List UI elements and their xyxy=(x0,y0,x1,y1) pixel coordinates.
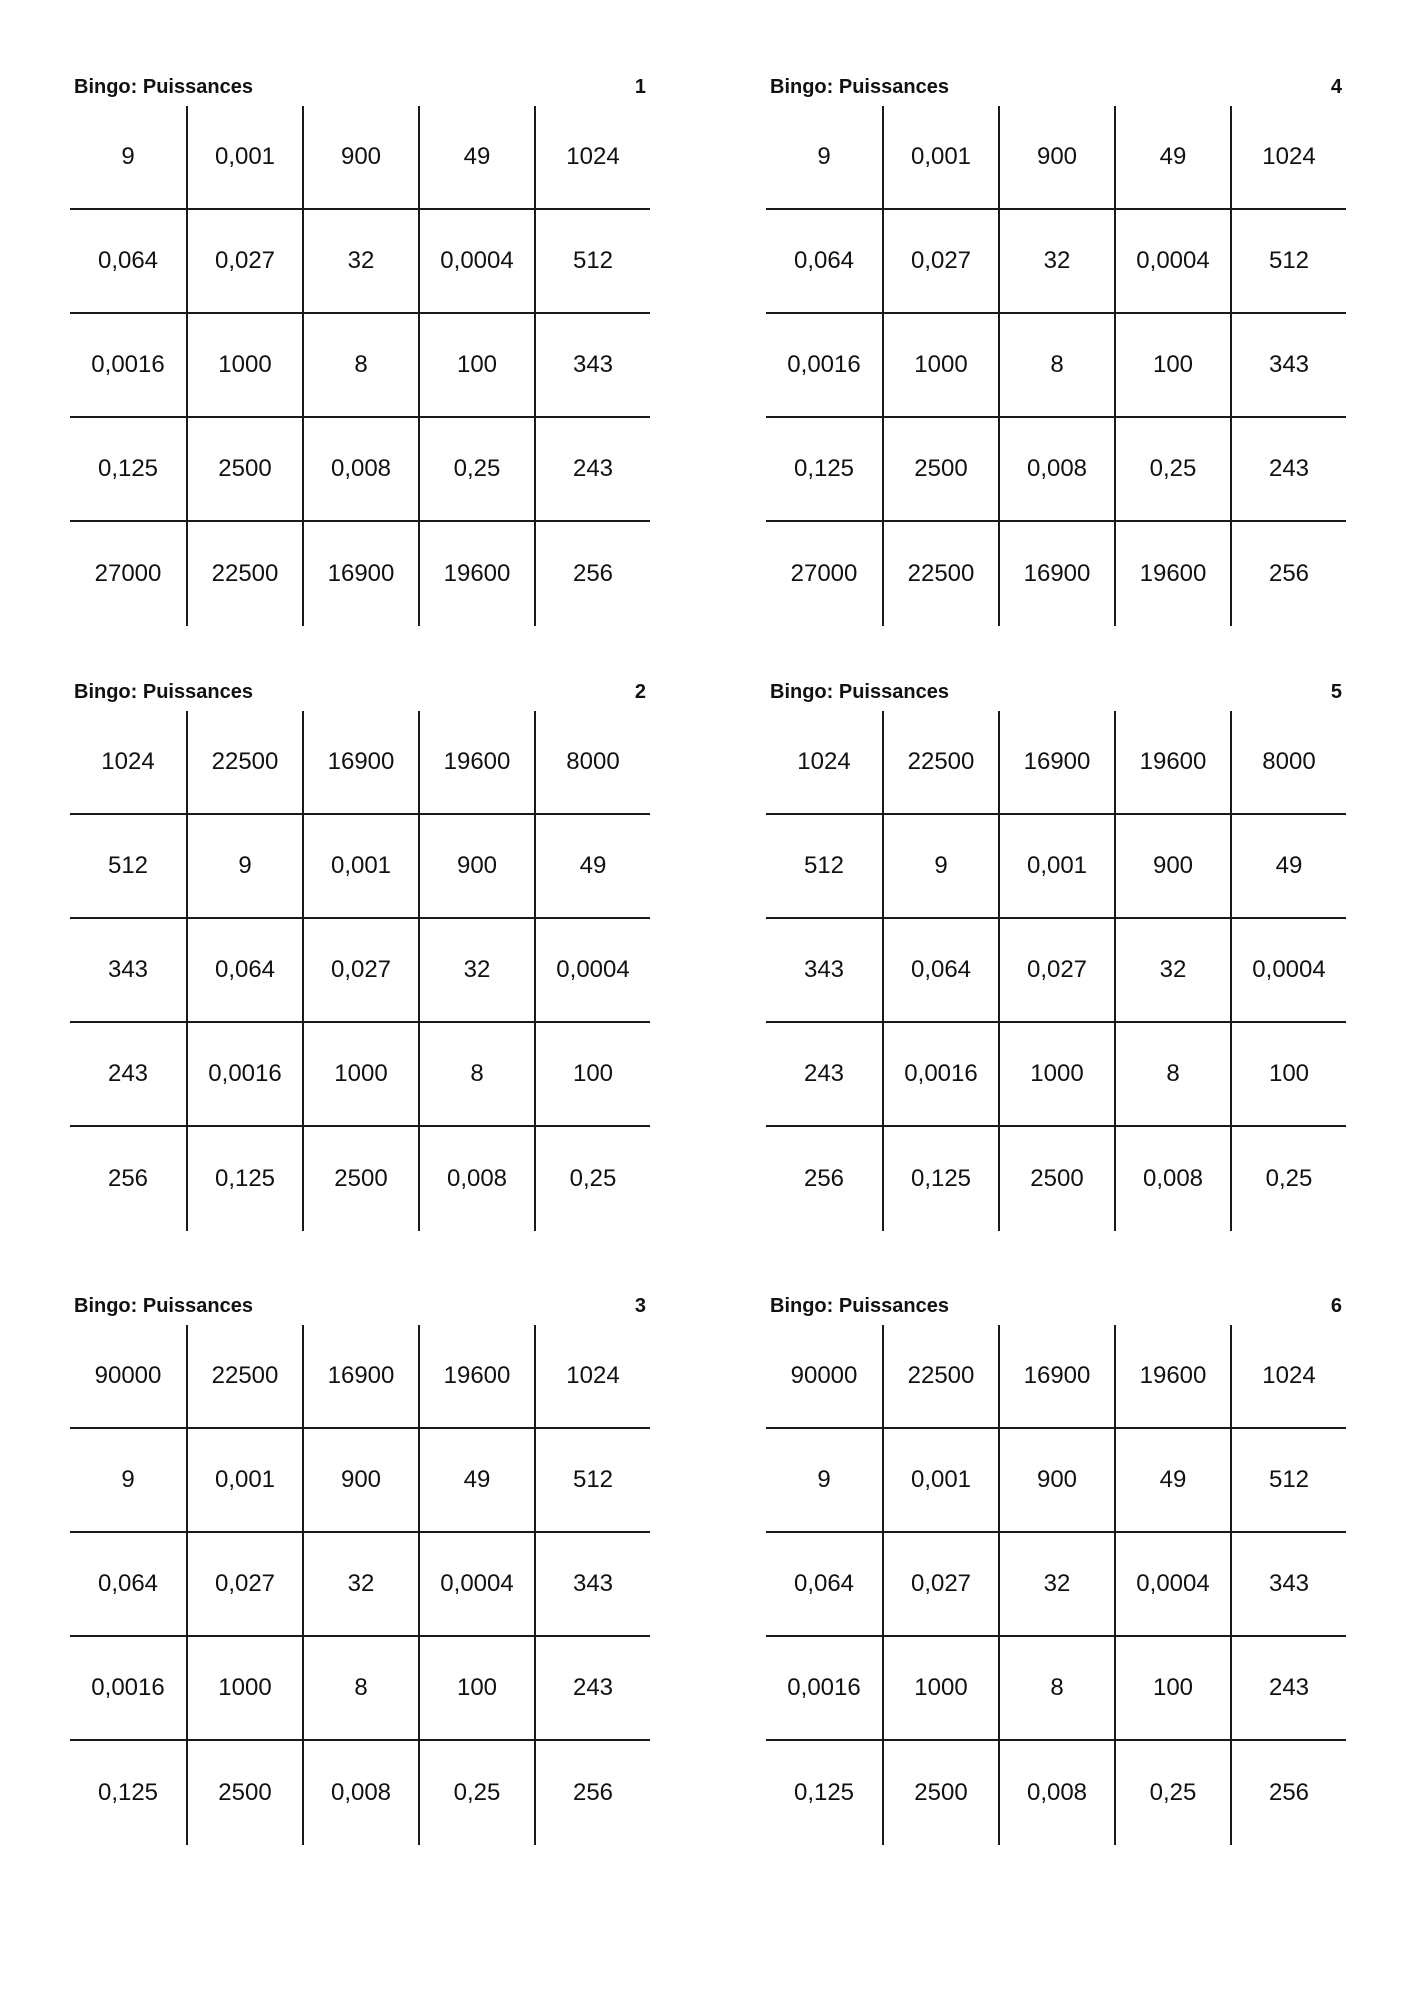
grid-cell: 0,064 xyxy=(882,919,998,1023)
grid-cell: 0,008 xyxy=(1114,1127,1230,1231)
grid-cell: 343 xyxy=(534,1533,650,1637)
grid-cell: 9 xyxy=(882,815,998,919)
grid-cell: 343 xyxy=(1230,314,1346,418)
card-number: 4 xyxy=(1330,76,1342,98)
grid-cell: 1024 xyxy=(534,1325,650,1429)
grid-cell: 2500 xyxy=(882,418,998,522)
grid-cell: 2500 xyxy=(186,1741,302,1845)
card-header xyxy=(766,673,1346,703)
grid-cell: 0,0016 xyxy=(882,1023,998,1127)
grid-cell: 100 xyxy=(418,314,534,418)
grid-cell: 100 xyxy=(1114,1637,1230,1741)
grid-cell: 900 xyxy=(302,1429,418,1533)
grid-cell: 0,001 xyxy=(186,1429,302,1533)
grid-cell: 243 xyxy=(534,418,650,522)
grid-cell: 0,0016 xyxy=(766,314,882,418)
grid-cell: 8 xyxy=(998,314,1114,418)
grid-cell: 9 xyxy=(766,1429,882,1533)
grid-cell: 0,008 xyxy=(998,418,1114,522)
grid-cell: 0,25 xyxy=(1230,1127,1346,1231)
bingo-grid xyxy=(70,711,650,1231)
grid-cell: 22500 xyxy=(882,711,998,815)
grid-cell: 0,008 xyxy=(418,1127,534,1231)
grid-cell: 22500 xyxy=(186,1325,302,1429)
grid-cell: 19600 xyxy=(1114,522,1230,626)
grid-cell: 49 xyxy=(1114,1429,1230,1533)
grid-cell: 27000 xyxy=(94,560,162,587)
grid-cell: 8 xyxy=(302,1637,418,1741)
card-number: 6 xyxy=(1330,1295,1342,1317)
card-header xyxy=(766,68,1346,98)
grid-cell: 0,0004 xyxy=(418,1533,534,1637)
card-title: Bingo: Puissances xyxy=(74,76,253,98)
card-title: Bingo: Puissances xyxy=(74,681,253,703)
grid-cell: 0,25 xyxy=(1114,1741,1230,1845)
grid-cell: 19600 xyxy=(418,1325,534,1429)
grid-cell: 49 xyxy=(534,815,650,919)
grid-cell: 343 xyxy=(766,919,882,1023)
grid-cell: 343 xyxy=(534,314,650,418)
grid-cell: 0,064 xyxy=(70,210,186,314)
card-number: 1 xyxy=(634,76,646,98)
grid-cell: 9 xyxy=(70,106,186,210)
grid-cell: 22500 xyxy=(186,522,302,626)
grid-cell: 0,027 xyxy=(302,919,418,1023)
grid-cell: 0,008 xyxy=(998,1741,1114,1845)
grid-cell: 49 xyxy=(418,1429,534,1533)
bingo-card-1 xyxy=(70,68,650,626)
grid-cell: 1000 xyxy=(998,1023,1114,1127)
grid-cell: 0,25 xyxy=(534,1127,650,1231)
grid-cell: 256 xyxy=(1230,522,1346,626)
card-title: Bingo: Puissances xyxy=(770,1295,949,1317)
grid-cell: 0,125 xyxy=(186,1127,302,1231)
grid-cell: 900 xyxy=(418,815,534,919)
bingo-grid xyxy=(70,106,650,626)
card-header xyxy=(70,68,650,98)
grid-cell: 512 xyxy=(766,815,882,919)
grid-cell: 0,0004 xyxy=(1114,1533,1230,1637)
grid-cell: 8000 xyxy=(534,711,650,815)
grid-cell: 1024 xyxy=(1230,1325,1346,1429)
grid-cell: 8 xyxy=(998,1637,1114,1741)
grid-cell: 1024 xyxy=(534,106,650,210)
grid-cell: 256 xyxy=(534,1741,650,1845)
grid-cell: 16900 xyxy=(998,522,1114,626)
grid-cell: 22500 xyxy=(882,522,998,626)
grid-cell: 0,0004 xyxy=(418,210,534,314)
grid-cell: 8 xyxy=(302,314,418,418)
grid-cell: 0,0004 xyxy=(1230,919,1346,1023)
grid-cell: 27000 xyxy=(790,560,858,587)
card-title: Bingo: Puissances xyxy=(74,1295,253,1317)
card-number: 5 xyxy=(1330,681,1342,703)
grid-cell: 22500 xyxy=(882,1325,998,1429)
grid-cell: 243 xyxy=(766,1023,882,1127)
grid-cell: 512 xyxy=(1230,210,1346,314)
grid-cell: 0,25 xyxy=(418,418,534,522)
grid-cell: 256 xyxy=(1230,1741,1346,1845)
card-header xyxy=(70,1287,650,1317)
grid-cell: 0,001 xyxy=(882,1429,998,1533)
grid-cell: 16900 xyxy=(998,711,1114,815)
grid-cell: 0,001 xyxy=(302,815,418,919)
grid-cell: 8 xyxy=(1114,1023,1230,1127)
grid-cell: 2500 xyxy=(882,1741,998,1845)
grid-cell: 0,125 xyxy=(70,418,186,522)
grid-cell: 900 xyxy=(302,106,418,210)
grid-cell: 512 xyxy=(1230,1429,1346,1533)
grid-cell: 0,027 xyxy=(882,210,998,314)
grid-cell: 0,064 xyxy=(70,1533,186,1637)
grid-cell: 90000 xyxy=(766,1325,882,1429)
grid-cell: 0,064 xyxy=(766,210,882,314)
grid-cell: 2500 xyxy=(998,1127,1114,1231)
grid-cell: 16900 xyxy=(302,1325,418,1429)
grid-cell: 243 xyxy=(534,1637,650,1741)
grid-cell: 243 xyxy=(1230,1637,1346,1741)
grid-cell: 19600 xyxy=(418,711,534,815)
grid-cell: 2500 xyxy=(302,1127,418,1231)
bingo-card-5 xyxy=(766,673,1346,1231)
grid-cell: 0,125 xyxy=(97,1779,159,1806)
card-title: Bingo: Puissances xyxy=(770,76,949,98)
grid-cell: 0,001 xyxy=(882,106,998,210)
grid-cell: 100 xyxy=(418,1637,534,1741)
grid-cell: 32 xyxy=(418,919,534,1023)
grid-cell: 49 xyxy=(1114,106,1230,210)
grid-cell: 0,0004 xyxy=(534,919,650,1023)
grid-cell: 1000 xyxy=(186,1637,302,1741)
grid-cell: 0,027 xyxy=(998,919,1114,1023)
grid-cell: 512 xyxy=(534,210,650,314)
grid-cell: 256 xyxy=(803,1165,845,1192)
card-number: 3 xyxy=(634,1295,646,1317)
grid-cell: 49 xyxy=(1230,815,1346,919)
grid-cell: 0,25 xyxy=(1114,418,1230,522)
grid-cell: 9 xyxy=(70,1429,186,1533)
grid-cell: 100 xyxy=(534,1023,650,1127)
grid-cell: 16900 xyxy=(302,522,418,626)
grid-cell: 343 xyxy=(70,919,186,1023)
grid-cell: 0,125 xyxy=(793,1779,855,1806)
grid-cell: 0,0016 xyxy=(186,1023,302,1127)
grid-cell: 1024 xyxy=(70,711,186,815)
grid-cell: 0,064 xyxy=(766,1533,882,1637)
grid-cell: 32 xyxy=(302,1533,418,1637)
card-title: Bingo: Puissances xyxy=(770,681,949,703)
grid-cell: 100 xyxy=(1230,1023,1346,1127)
grid-cell: 0,0004 xyxy=(1114,210,1230,314)
bingo-grid xyxy=(766,1325,1346,1845)
grid-cell: 8000 xyxy=(1230,711,1346,815)
bingo-card-4 xyxy=(766,68,1346,626)
grid-cell: 16900 xyxy=(998,1325,1114,1429)
grid-cell: 0,0016 xyxy=(70,1637,186,1741)
grid-cell: 1000 xyxy=(882,1637,998,1741)
grid-cell: 0,008 xyxy=(302,418,418,522)
grid-cell: 0,027 xyxy=(186,210,302,314)
grid-cell: 0,001 xyxy=(186,106,302,210)
grid-cell: 19600 xyxy=(418,522,534,626)
grid-cell: 343 xyxy=(1230,1533,1346,1637)
grid-cell: 9 xyxy=(766,106,882,210)
grid-cell: 32 xyxy=(302,210,418,314)
card-header xyxy=(70,673,650,703)
grid-cell: 900 xyxy=(998,106,1114,210)
bingo-grid xyxy=(766,106,1346,626)
grid-cell: 1024 xyxy=(766,711,882,815)
grid-cell: 0,25 xyxy=(418,1741,534,1845)
grid-cell: 0,027 xyxy=(186,1533,302,1637)
grid-cell: 19600 xyxy=(1114,1325,1230,1429)
grid-cell: 0,125 xyxy=(882,1127,998,1231)
grid-cell: 0,027 xyxy=(882,1533,998,1637)
grid-cell: 0,008 xyxy=(302,1741,418,1845)
bingo-card-2 xyxy=(70,673,650,1231)
grid-cell: 32 xyxy=(998,1533,1114,1637)
bingo-grid xyxy=(766,711,1346,1231)
bingo-card-3 xyxy=(70,1287,650,1845)
grid-cell: 256 xyxy=(107,1165,149,1192)
grid-cell: 16900 xyxy=(302,711,418,815)
grid-cell: 512 xyxy=(70,815,186,919)
grid-cell: 90000 xyxy=(70,1325,186,1429)
grid-cell: 1000 xyxy=(186,314,302,418)
grid-cell: 8 xyxy=(418,1023,534,1127)
grid-cell: 22500 xyxy=(186,711,302,815)
grid-cell: 1024 xyxy=(1230,106,1346,210)
grid-cell: 900 xyxy=(998,1429,1114,1533)
grid-cell: 243 xyxy=(1230,418,1346,522)
card-number: 2 xyxy=(634,681,646,703)
grid-cell: 0,0016 xyxy=(70,314,186,418)
grid-cell: 100 xyxy=(1114,314,1230,418)
card-header xyxy=(766,1287,1346,1317)
grid-cell: 512 xyxy=(534,1429,650,1533)
grid-cell: 1000 xyxy=(302,1023,418,1127)
grid-cell: 0,125 xyxy=(766,418,882,522)
grid-cell: 19600 xyxy=(1114,711,1230,815)
grid-cell: 900 xyxy=(1114,815,1230,919)
grid-cell: 9 xyxy=(186,815,302,919)
bingo-grid xyxy=(70,1325,650,1845)
grid-cell: 0,064 xyxy=(186,919,302,1023)
grid-cell: 2500 xyxy=(186,418,302,522)
grid-cell: 49 xyxy=(418,106,534,210)
grid-cell: 32 xyxy=(998,210,1114,314)
bingo-card-6 xyxy=(766,1287,1346,1845)
grid-cell: 32 xyxy=(1114,919,1230,1023)
grid-cell: 243 xyxy=(70,1023,186,1127)
grid-cell: 0,001 xyxy=(998,815,1114,919)
grid-cell: 256 xyxy=(534,522,650,626)
grid-cell: 0,0016 xyxy=(766,1637,882,1741)
grid-cell: 1000 xyxy=(882,314,998,418)
